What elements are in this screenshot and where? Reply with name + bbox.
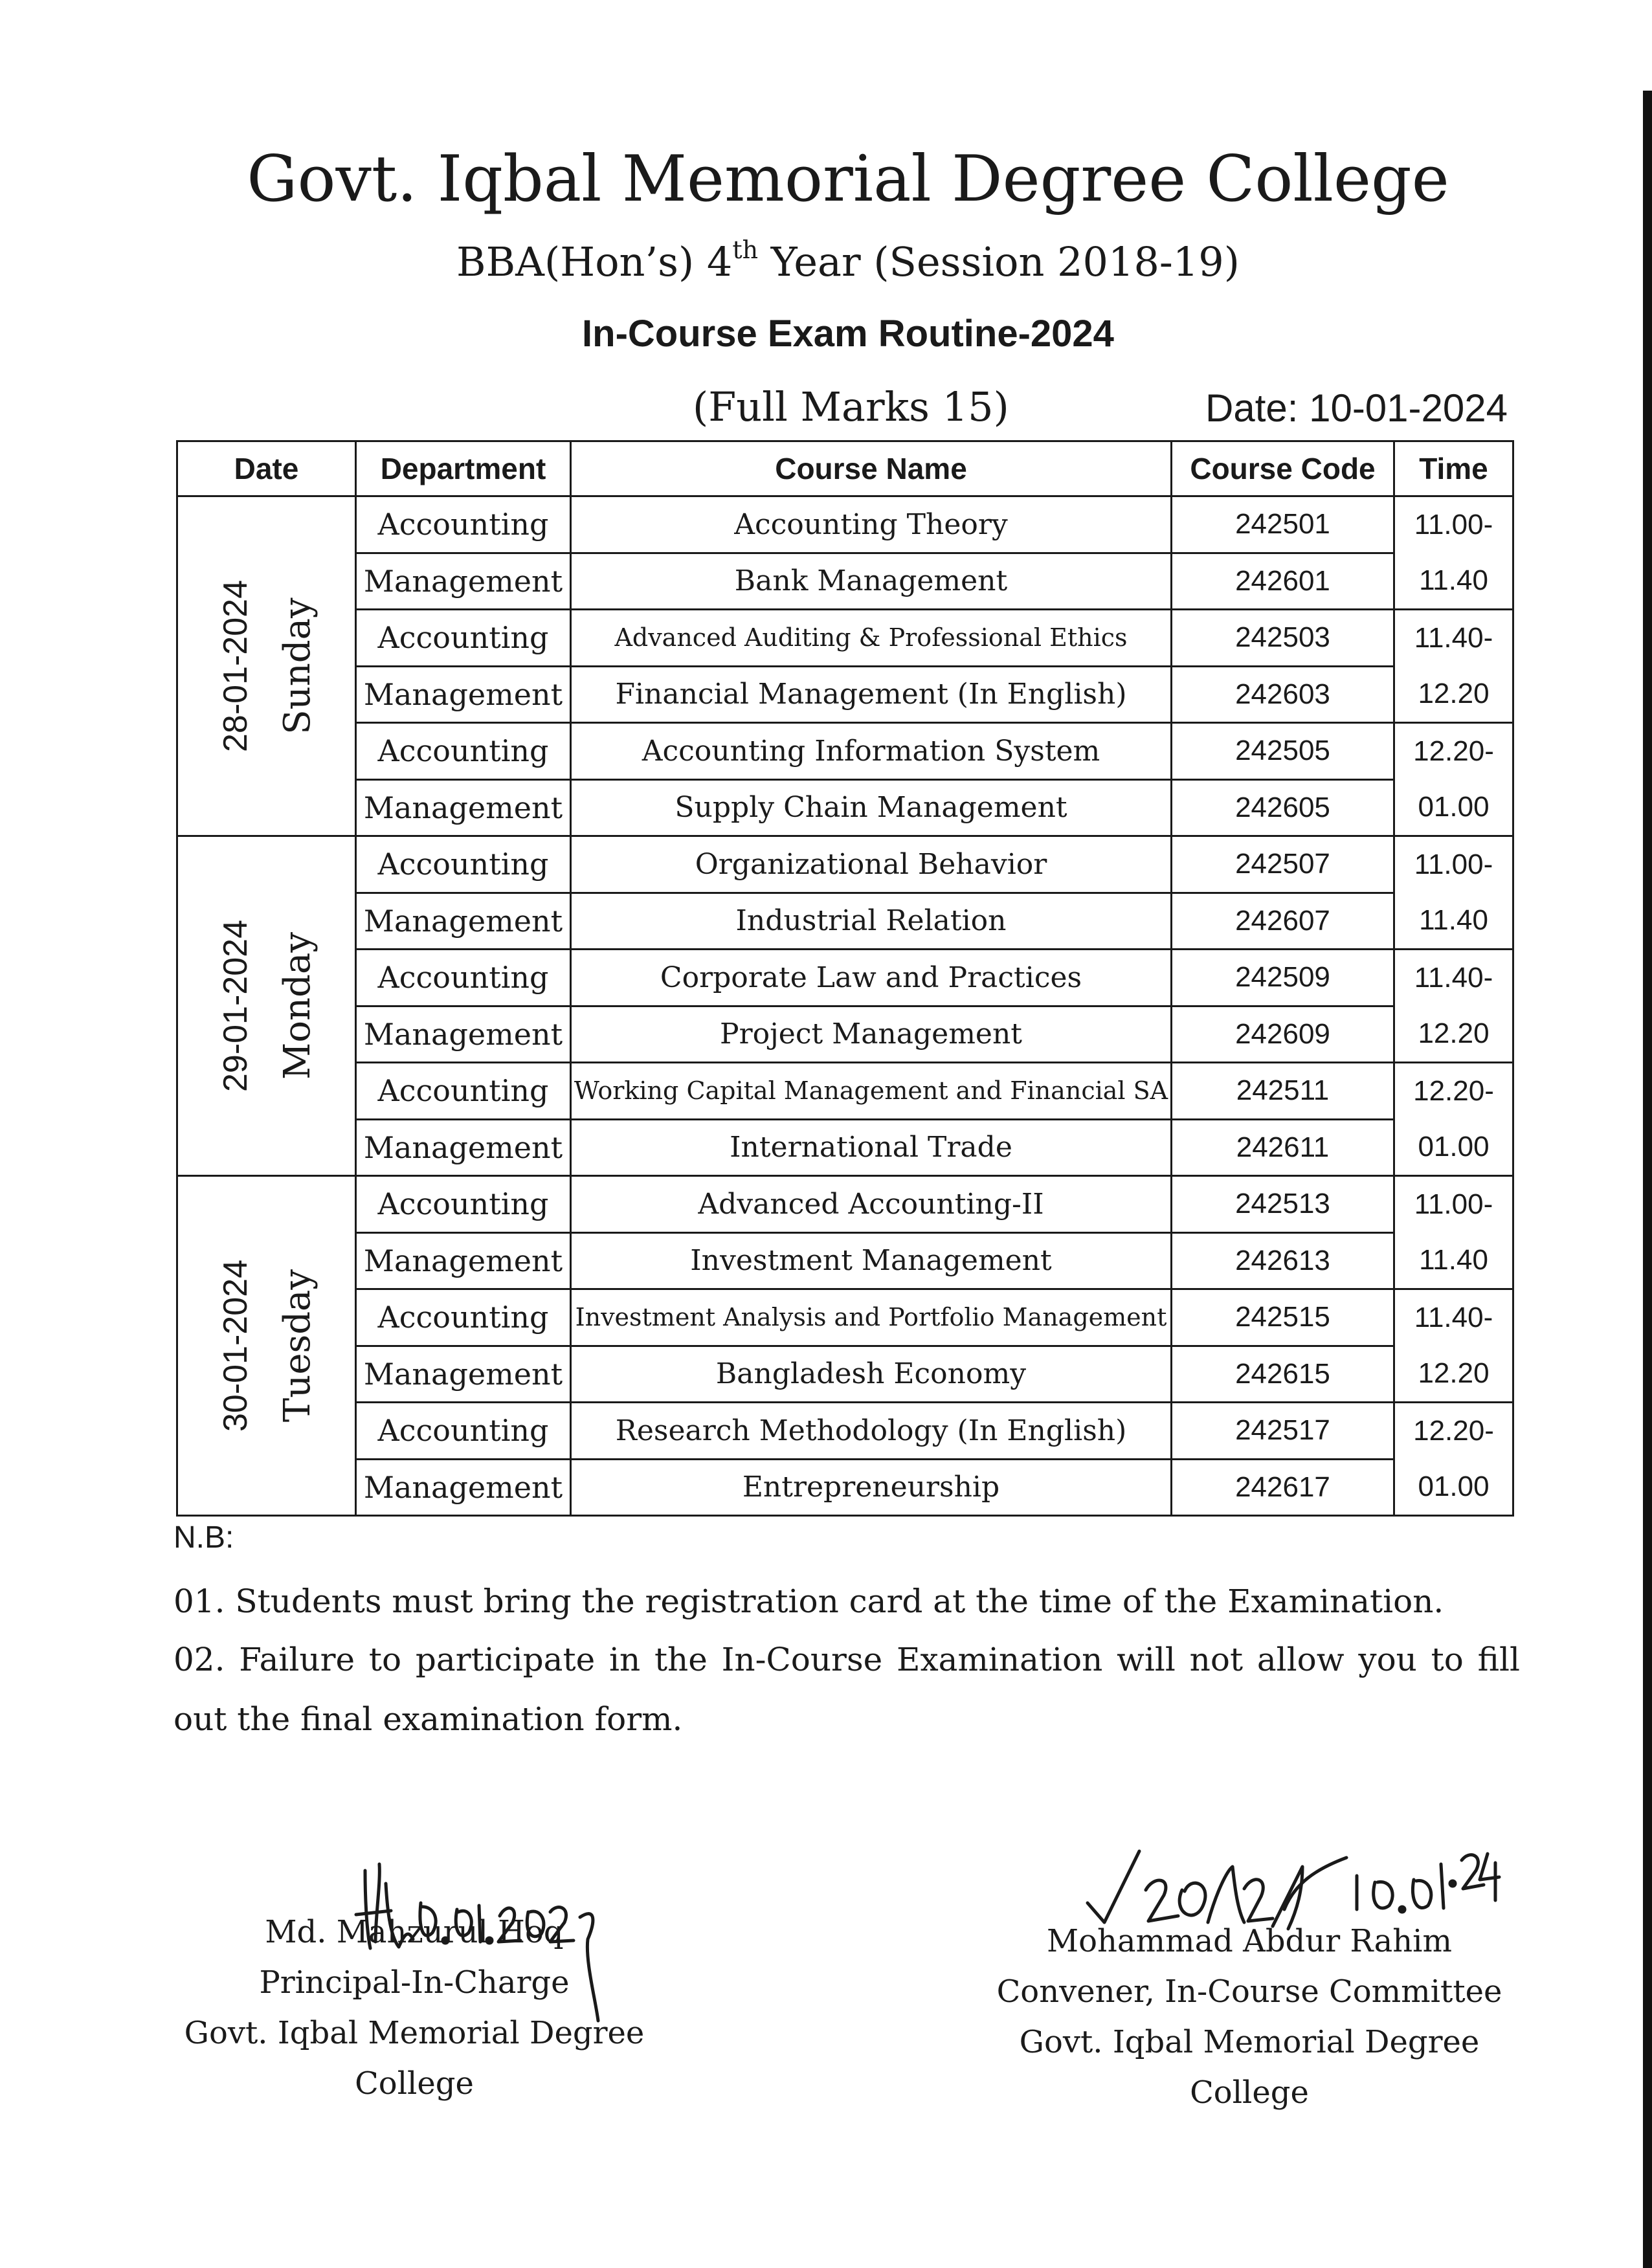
principal-title: Principal-In-Charge: [259, 1964, 570, 2001]
exam-date-label: [205, 580, 329, 752]
course-code-cell: 242503: [1172, 610, 1394, 667]
time-slot-end: 11.40: [1419, 1244, 1488, 1276]
course-name-cell: Bank Management: [571, 553, 1172, 610]
course-name-cell: Corporate Law and Practices: [571, 950, 1172, 1006]
department-cell: Accounting: [356, 496, 571, 553]
column-header: Time: [1394, 441, 1513, 496]
table-row: [177, 610, 1513, 667]
course-name-cell: Advanced Auditing & Professional Ethics: [571, 610, 1172, 667]
college-title: Govt. Iqbal Memorial Degree College: [247, 142, 1449, 216]
time-slot-end: 12.20: [1418, 678, 1490, 709]
department-cell: Management: [356, 1232, 571, 1289]
table-row: [177, 836, 1513, 893]
course-code-cell: 242501: [1172, 496, 1394, 553]
column-header: Course Code: [1172, 441, 1394, 496]
time-slot-cell: [1394, 610, 1513, 723]
course-name-cell: Organizational Behavior: [571, 836, 1172, 893]
department-cell: Management: [356, 666, 571, 723]
department-cell: Management: [356, 779, 571, 836]
time-slot-start: 12.20-: [1413, 1075, 1494, 1107]
course-code-cell: 242515: [1172, 1289, 1394, 1346]
department-cell: Management: [356, 1006, 571, 1063]
exam-date-cell: [177, 1176, 356, 1516]
notes-heading: N.B:: [173, 1520, 234, 1555]
course-code-cell: 242517: [1172, 1403, 1394, 1460]
course-name-cell: Working Capital Management and Financial SA: [571, 1063, 1172, 1120]
time-slot-end: 11.40: [1419, 564, 1488, 596]
table-row: [177, 723, 1513, 780]
time-slot-start: 11.40-: [1414, 962, 1493, 994]
department-cell: Management: [356, 553, 571, 610]
exam-weekday: Sunday: [276, 597, 318, 735]
course-name-cell: Bangladesh Economy: [571, 1346, 1172, 1403]
course-name-cell: Financial Management (In English): [571, 666, 1172, 723]
table-row: [177, 779, 1513, 836]
department-cell: Management: [356, 893, 571, 950]
course-name-cell: Investment Analysis and Portfolio Management: [571, 1289, 1172, 1346]
course-code-cell: 242609: [1172, 1006, 1394, 1063]
course-name-cell: Investment Management: [571, 1232, 1172, 1289]
table-row: [177, 1232, 1513, 1289]
time-slot-end: 11.40: [1419, 904, 1488, 936]
principal-name: Md. Mahzurul Hoq: [265, 1914, 564, 1950]
table-row: [177, 1006, 1513, 1063]
time-slot-cell: [1394, 836, 1513, 950]
table-row: [177, 1289, 1513, 1346]
course-code-cell: 242601: [1172, 553, 1394, 610]
exam-date: 30-01-2024: [216, 1260, 254, 1432]
time-slot-start: 12.20-: [1413, 1415, 1494, 1447]
exam-date: 29-01-2024: [216, 920, 254, 1092]
time-slot-cell: [1394, 1063, 1513, 1176]
program-label: BBA(Hon’s) 4: [456, 238, 733, 285]
time-slot-start: 11.00-: [1414, 1188, 1493, 1220]
course-code-cell: 242607: [1172, 893, 1394, 950]
time-slot-cell: [1394, 723, 1513, 836]
course-name-cell: Accounting Information System: [571, 723, 1172, 780]
department-cell: Accounting: [356, 836, 571, 893]
course-code-cell: 242513: [1172, 1176, 1394, 1233]
table-row: [177, 893, 1513, 950]
course-name-cell: Accounting Theory: [571, 496, 1172, 553]
full-marks: (Full Marks 15): [693, 383, 1009, 430]
course-name-cell: Supply Chain Management: [571, 779, 1172, 836]
scan-page-edge: [1643, 91, 1652, 2268]
table-row: [177, 1063, 1513, 1120]
table-row: [177, 666, 1513, 723]
time-slot-start: 11.00-: [1414, 509, 1493, 540]
note-item: 01. Students must bring the registration card at the time of the Examination.: [173, 1583, 1444, 1620]
course-code-cell: 242509: [1172, 950, 1394, 1006]
time-slot-cell: [1394, 950, 1513, 1063]
time-slot-cell: [1394, 1176, 1513, 1289]
convener-title: Convener, In-Course Committee: [996, 1973, 1502, 2010]
time-slot-end: 01.00: [1418, 791, 1490, 823]
department-cell: Accounting: [356, 723, 571, 780]
course-code-cell: 242505: [1172, 723, 1394, 780]
exam-date-label: [205, 920, 329, 1092]
exam-date-cell: [177, 496, 356, 836]
year-ordinal: th: [732, 236, 759, 264]
department-cell: Accounting: [356, 950, 571, 1006]
convener-name: Mohammad Abdur Rahim: [1046, 1923, 1453, 1959]
course-code-cell: 242507: [1172, 836, 1394, 893]
course-code-cell: 242615: [1172, 1346, 1394, 1403]
course-name-cell: Entrepreneurship: [571, 1459, 1172, 1516]
principal-signature-block: [155, 1907, 673, 2109]
time-slot-cell: [1394, 1289, 1513, 1403]
table-row: [177, 950, 1513, 1006]
time-slot-cell: [1394, 1403, 1513, 1516]
table-row: [177, 496, 1513, 553]
department-cell: Accounting: [356, 1289, 571, 1346]
department-cell: Management: [356, 1346, 571, 1403]
course-name-cell: Advanced Accounting-II: [571, 1176, 1172, 1233]
course-name-cell: Industrial Relation: [571, 893, 1172, 950]
department-cell: Accounting: [356, 1403, 571, 1460]
exam-weekday: Tuesday: [276, 1269, 318, 1423]
department-cell: Accounting: [356, 610, 571, 667]
department-cell: Management: [356, 1459, 571, 1516]
program-subtitle: [0, 238, 1652, 285]
course-code-cell: 242603: [1172, 666, 1394, 723]
time-slot-start: 12.20-: [1413, 735, 1494, 767]
routine-title: In-Course Exam Routine-2024: [582, 313, 1114, 355]
table-row: [177, 1459, 1513, 1516]
exam-date: 28-01-2024: [216, 580, 254, 752]
course-name-cell: International Trade: [571, 1119, 1172, 1176]
table-header-row: [177, 441, 1513, 496]
exam-date-cell: [177, 836, 356, 1176]
exam-weekday: Monday: [276, 932, 318, 1080]
time-slot-end: 01.00: [1418, 1471, 1490, 1502]
convener-org: Govt. Iqbal Memorial Degree College: [1019, 2024, 1480, 2111]
column-header: Course Name: [571, 441, 1172, 496]
column-header: Date: [177, 441, 356, 496]
time-slot-start: 11.00-: [1414, 849, 1493, 880]
department-cell: Accounting: [356, 1176, 571, 1233]
time-slot-end: 12.20: [1418, 1357, 1490, 1389]
exam-routine-table: [176, 440, 1514, 1517]
exam-date-label: [205, 1260, 329, 1432]
course-code-cell: 242617: [1172, 1459, 1394, 1516]
principal-org: Govt. Iqbal Memorial Degree College: [184, 2015, 645, 2102]
table-row: [177, 1119, 1513, 1176]
session-label: Year (Session 2018-19): [758, 238, 1240, 285]
course-code-cell: 242613: [1172, 1232, 1394, 1289]
course-name-cell: Research Methodology (In English): [571, 1403, 1172, 1460]
column-header: Department: [356, 441, 571, 496]
time-slot-end: 12.20: [1418, 1017, 1490, 1049]
note-item: 02. Failure to participate in the In-Course Examination will not allow you to fill out the final examination form.: [173, 1641, 1520, 1738]
course-code-cell: 242605: [1172, 779, 1394, 836]
time-slot-end: 01.00: [1418, 1131, 1490, 1162]
table-row: [177, 1176, 1513, 1233]
time-slot-start: 11.40-: [1414, 622, 1493, 654]
course-code-cell: 242611: [1172, 1119, 1394, 1176]
department-cell: Management: [356, 1119, 571, 1176]
department-cell: Accounting: [356, 1063, 571, 1120]
table-row: [177, 1403, 1513, 1460]
table-row: [177, 553, 1513, 610]
time-slot-cell: [1394, 496, 1513, 610]
convener-signature-block: [984, 1916, 1515, 2118]
course-name-cell: Project Management: [571, 1006, 1172, 1063]
table-row: [177, 1346, 1513, 1403]
course-code-cell: 242511: [1172, 1063, 1394, 1120]
time-slot-start: 11.40-: [1414, 1302, 1493, 1333]
issue-date: Date: 10-01-2024: [1205, 386, 1508, 430]
